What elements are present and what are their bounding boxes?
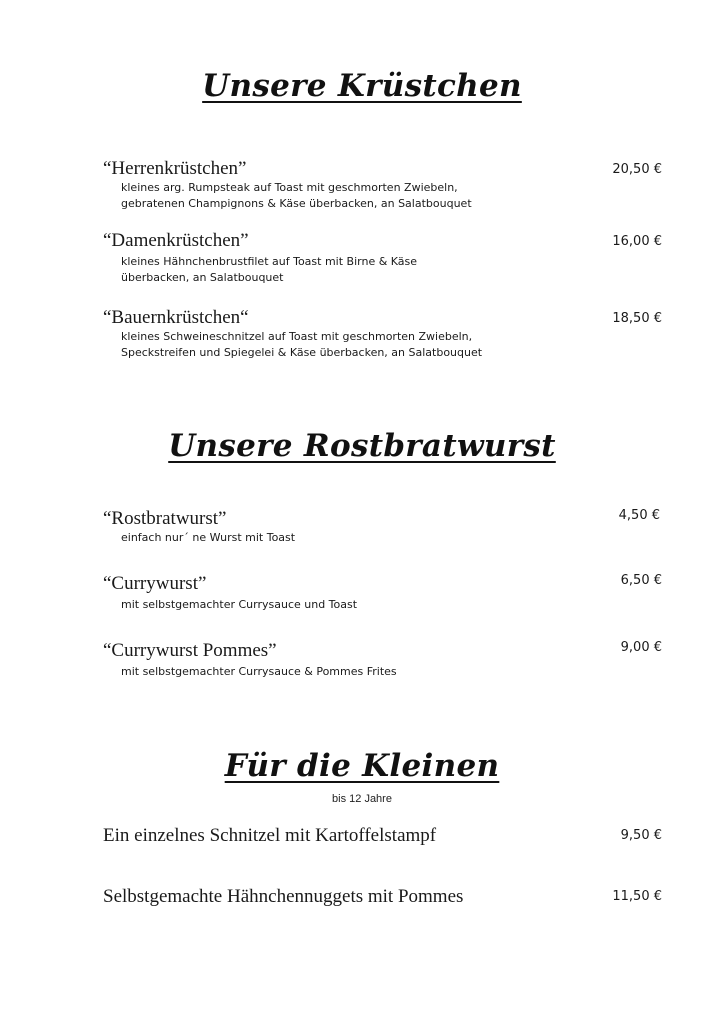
section-title-fuer-die-kleinen: Für die Kleinen <box>224 748 500 784</box>
section-title-rostbratwurst: Unsere Rostbratwurst <box>168 428 556 464</box>
item-description: mit selbstgemachter Currysauce und Toast <box>121 598 358 611</box>
item-description: kleines arg. Rumpsteak auf Toast mit geschmorten Zwiebeln, gebratenen Champignons & Käse überbacken, an Salatbouquet <box>121 181 472 210</box>
item-description: mit selbstgemachter Currysauce & Pommes Frites <box>121 665 397 678</box>
item-name: “Herrenkrüstchen” <box>103 158 247 179</box>
item-description: kleines Schweineschnitzel auf Toast mit geschmorten Zwiebeln, Speckstreifen und Spiegelei & Käse überbacken, an Salatbouquet <box>121 330 483 359</box>
item-name: Selbstgemachte Hähnchennuggets mit Pommes <box>103 886 464 907</box>
item-name: “Rostbratwurst” <box>103 508 227 529</box>
item-name: Ein einzelnes Schnitzel mit Kartoffelstampf <box>103 825 437 846</box>
age-note: bis 12 Jahre <box>332 793 392 805</box>
item-name: “Bauernkrüstchen“ <box>103 307 249 328</box>
item-price: 18,50 € <box>612 311 662 326</box>
section-title-kruestchen: Unsere Krüstchen <box>202 68 522 104</box>
item-price: 4,50 € <box>618 508 660 523</box>
item-price: 20,50 € <box>612 162 662 177</box>
item-description: einfach nur´ ne Wurst mit Toast <box>121 531 296 544</box>
item-name: “Damenkrüstchen” <box>103 230 249 251</box>
item-name: “Currywurst Pommes” <box>103 640 277 661</box>
item-price: 16,00 € <box>612 234 662 249</box>
item-description: kleines Hähnchenbrustfilet auf Toast mit Birne & Käse überbacken, an Salatbouquet <box>121 255 418 284</box>
item-price: 9,50 € <box>620 828 662 843</box>
item-price: 11,50 € <box>612 889 662 904</box>
item-price: 6,50 € <box>620 573 662 588</box>
item-name: “Currywurst” <box>103 573 207 594</box>
item-price: 9,00 € <box>620 640 662 655</box>
